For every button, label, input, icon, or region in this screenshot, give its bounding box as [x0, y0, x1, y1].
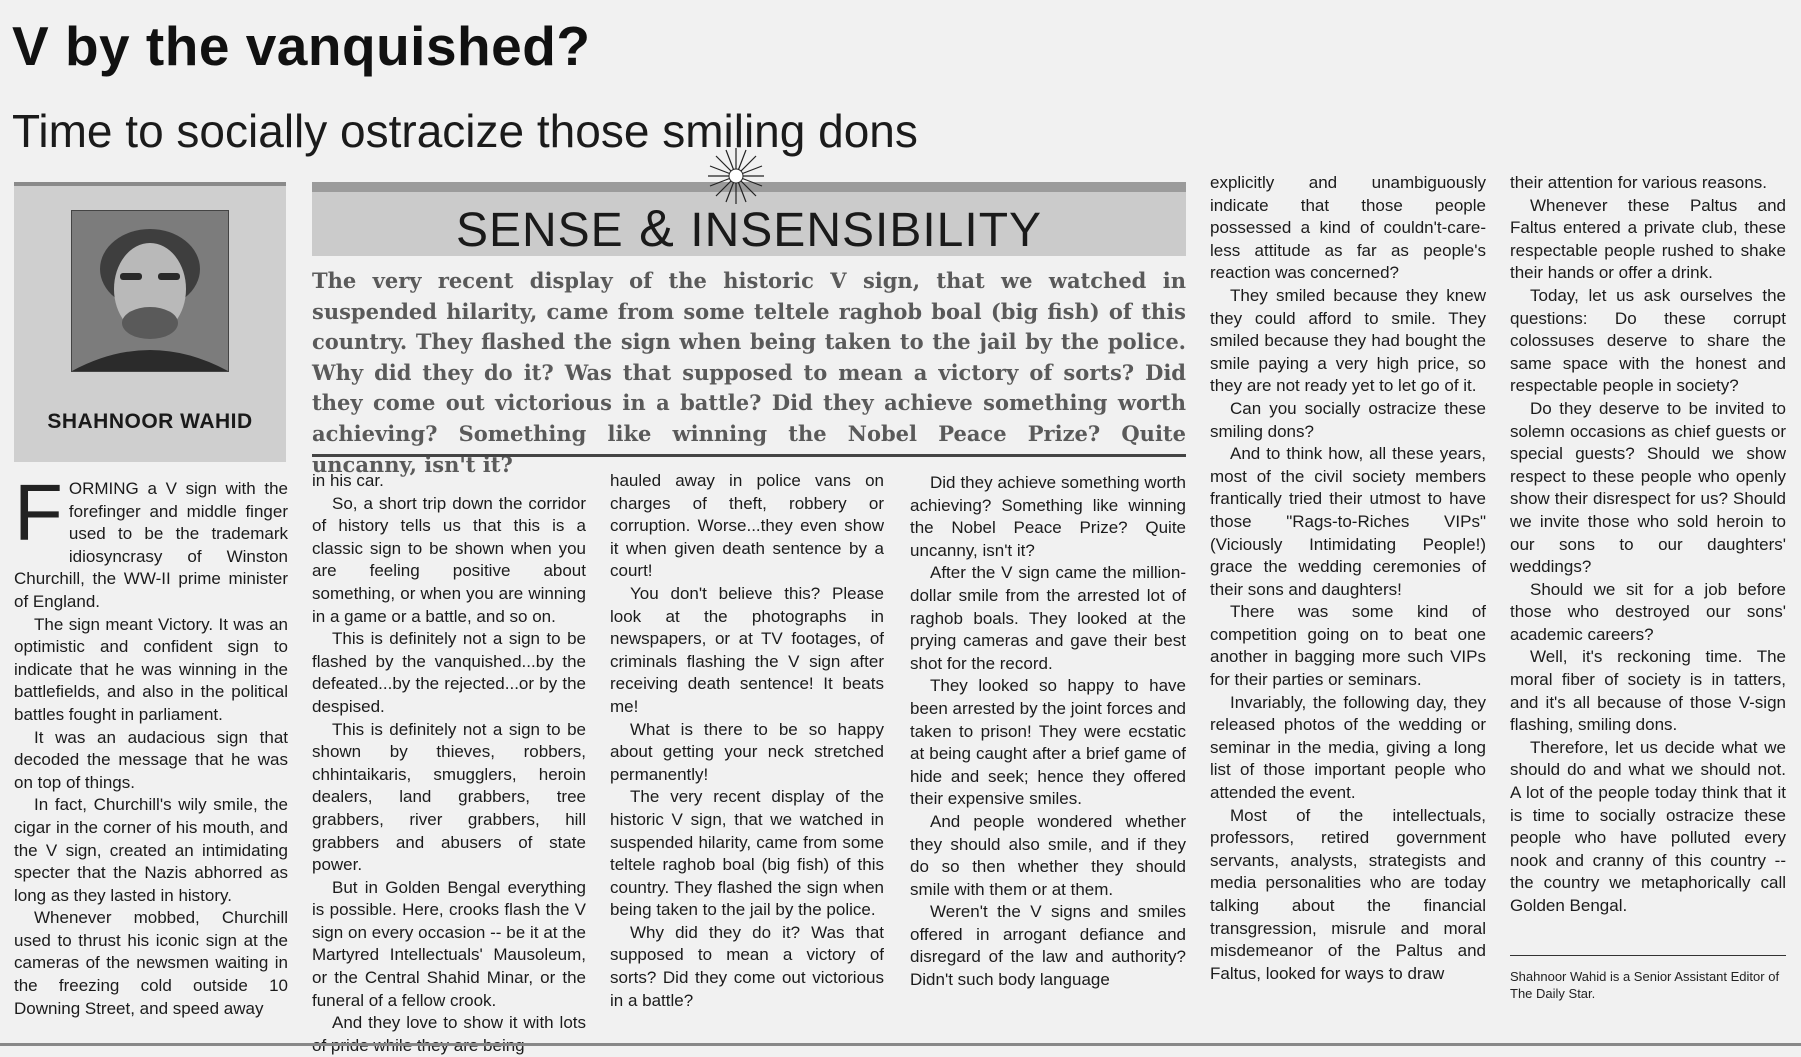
headline: V by the vanquished?	[12, 15, 591, 77]
article-column-5	[1210, 172, 1486, 985]
paragraph: They smiled because they knew they could afford to smile. They smiled because they had bought the smile paying a very high price, so they are not ready yet to let go of it.	[1210, 285, 1486, 396]
paragraph: explicitly and unambiguously indicate that those people possessed a kind of couldn't-care-less attitude as far as people's reaction was concerned?	[1210, 173, 1486, 283]
paragraph: their attention for various reasons.	[1510, 173, 1768, 192]
author-last-name: WAHID	[180, 410, 253, 433]
author-first-name: SHAHNOOR	[47, 410, 174, 433]
paragraph: And to think how, all these years, most of the civil society members frantically tried their utmost to have those "Rags-to-Riches VIPs" (Viciously Intimidating People!) grace the wedding ceremonies of their sons and daughters!	[1210, 444, 1486, 599]
paragraph: There was some kind of competition going on to beat one another in bagging more such VIPs for their parties or seminars.	[1210, 602, 1486, 690]
column-title-word1: SENSE	[455, 204, 624, 257]
bottom-rule	[0, 1043, 1801, 1046]
deck-rule	[312, 454, 1186, 457]
column-title	[312, 199, 1186, 259]
article-column-6	[1510, 172, 1786, 918]
paragraph: Did they achieve something worth achieving? Something like winning the Nobel Peace Prize? Quite uncanny, isn't it?	[910, 473, 1186, 560]
paragraph: Can you socially ostracize these smiling dons?	[1210, 398, 1486, 441]
paragraph: But in Golden Bengal everything is possible. Here, crooks flash the V sign on every occasion -- be it at the Martyred Intellectuals' Mausoleum, or the Central Shahid Minar, or the funeral of a fellow crook.	[312, 877, 586, 1010]
paragraph: The sign meant Victory. It was an optimistic and confident sign to indicate that he was winning in the battlefields, and also in the political battles fought in parliament.	[14, 614, 288, 724]
paragraph: So, a short trip down the corridor of history tells us that this is a classic sign to be shown when you are feeling positive about something, or when you are winning in a game or a battle, and so on.	[312, 493, 586, 626]
starburst-icon	[708, 148, 764, 204]
byline-box	[14, 182, 286, 462]
drop-cap: F	[14, 468, 63, 557]
article-column-4	[910, 472, 1186, 992]
paragraph: And people wondered whether they should also smile, and if they do so then whether they should smile with them or at them.	[910, 811, 1186, 899]
article-column-1	[14, 468, 288, 1020]
paragraph: This is definitely not a sign to be flashed by the vanquished...by the defeated...by the rejected...or by the despised.	[312, 629, 586, 716]
paragraph: Do they deserve to be invited to solemn occasions as chief guests or special guests? Should we show respect to these people who openly show their disrespect for us? Should we invite those who sold heroin to our sons to our daughters' weddings?	[1510, 398, 1786, 577]
paragraph: Why did they do it? Was that supposed to mean a victory of sorts? Did they come out victorious in a battle?	[610, 922, 884, 1010]
author-name	[14, 410, 286, 434]
paragraph: And they love to show it with lots of pride while they are being	[312, 1013, 586, 1055]
paragraph: Therefore, let us decide what we should do and what we should not. A lot of the people today think that it is time to socially ostracize these people who have polluted every nook and cranny of this country -- the country we metaphorically call Golden Bengal.	[1510, 737, 1786, 915]
column-title-word2: INSENSIBILITY	[690, 204, 1043, 257]
paragraph: Whenever mobbed, Churchill used to thrust his iconic sign at the cameras of the newsmen waiting in the freezing cold outside 10 Downing Street, and speed away	[14, 908, 288, 1018]
paragraph: Most of the intellectuals, professors, retired government servants, analysts, strategists and media personalities who are today talking about the financial transgression, misrule and moral misdemeanor of the Paltus and Faltus, looked for ways to draw	[1210, 805, 1486, 983]
footnote-rule	[1510, 955, 1786, 956]
article-column-2	[312, 470, 586, 1057]
paragraph: This is definitely not a sign to be shown by thieves, robbers, chhintaikaris, smugglers, heroin dealers, land grabbers, tree grabbers, river grabbers, hill grabbers and abusers of state power.	[312, 719, 586, 875]
paragraph: In fact, Churchill's wily smile, the cigar in the corner of his mouth, and the V sign, created an intimidating specter that the Nazis abhorred as long as they lasted in history.	[14, 795, 288, 905]
paragraph: hauled away in police vans on charges of theft, robbery or corruption. Worse...they even show it when given death sentence by a court!	[610, 471, 884, 581]
paragraph: Should we sit for a job before those who destroyed our sons' academic careers?	[1510, 579, 1786, 644]
paragraph: Well, it's reckoning time. The moral fiber of society is in tatters, and it's all because of those V-sign flashing, smiling dons.	[1510, 647, 1786, 735]
paragraph: They looked so happy to have been arrested by the joint forces and taken to prison! They were ecstatic at being caught after a brief game of hide and seek; hence they offered their expensive smiles.	[910, 676, 1186, 809]
paragraph: Weren't the V signs and smiles offered in arrogant defiance and disregard of the law and authority? Didn't such body language	[910, 902, 1186, 990]
column-title-amp: &	[639, 200, 675, 258]
article-column-3	[610, 470, 884, 1012]
paragraph: It was an audacious sign that decoded the message that he was on top of things.	[14, 727, 288, 792]
paragraph: Whenever these Paltus and Faltus entered a private club, these respectable people rushed to shake their hands or offer a drink.	[1510, 195, 1786, 283]
paragraph: FORMING a V sign with the forefinger and middle finger used to be the trademark idiosyncrasy of Winston Churchill, the WW-II prime minister of England.	[14, 468, 288, 611]
paragraph: The very recent display of the historic V sign, that we watched in suspended hilarity, came from some teltele raghob boal (big fish) of this country. They flashed the sign when being taken to the jail by the police.	[610, 787, 884, 920]
portrait-image	[72, 211, 228, 371]
deck-text: The very recent display of the historic V sign, that we watched in suspended hilarity, came from some teltele raghob boal (big fish) of this country. They flashed the sign when being taken to the jail by the police. Why did they do it? Was that supposed to mean a victory of sorts? Did they come out victorious in a battle? Did they achieve something worth achieving? Something like winning the Nobel Peace Prize? Quite uncanny, isn't it?	[312, 268, 1186, 477]
paragraph: in his car.	[312, 471, 384, 490]
paragraph: Today, let us ask ourselves the questions: Do these corrupt colossuses deserve to share the same space with the honest and respectable people in society?	[1510, 285, 1786, 396]
paragraph: You don't believe this? Please look at the photographs in newspapers, or at TV footages, of criminals flashing the V sign after receiving death sentence! It beats me!	[610, 583, 884, 716]
subheadline: Time to socially ostracize those smiling dons	[12, 105, 918, 157]
author-footnote: Shahnoor Wahid is a Senior Assistant Editor of The Daily Star.	[1510, 969, 1780, 1001]
paragraph: What is there to be so happy about getting your neck stretched permanently!	[610, 719, 884, 784]
paragraph: After the V sign came the million-dollar smile from the arrested lot of raghob boals. They looked at the prying cameras and gave their best shot for the record.	[910, 563, 1186, 673]
paragraph: Invariably, the following day, they released photos of the wedding or seminar in the media, giving a long list of those important people who attended the event.	[1210, 692, 1486, 803]
author-photo	[71, 210, 229, 372]
